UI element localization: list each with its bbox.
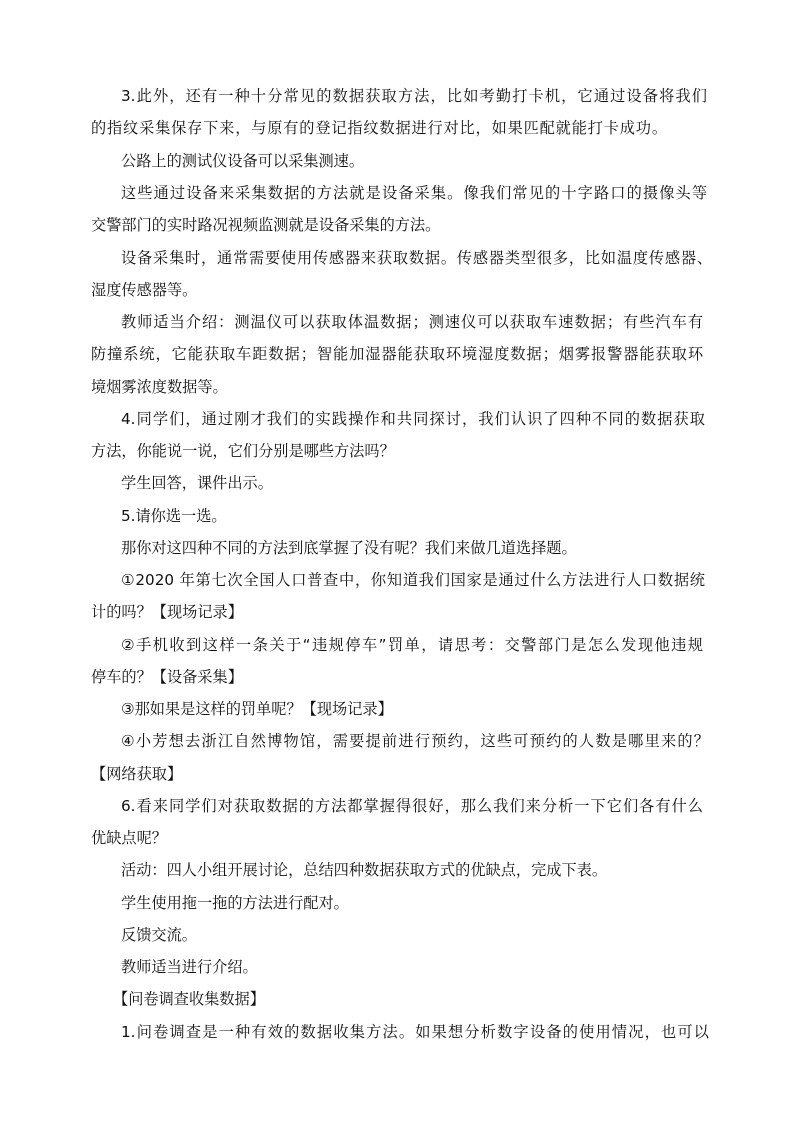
text-line: 5.请你选一选。 xyxy=(121,507,227,525)
text-line: 【问卷调查收集数据】 xyxy=(113,990,265,1008)
text-line: 【网络获取】 xyxy=(91,765,183,783)
text-line: ③那如果是这样的罚单呢？【现场记录】 xyxy=(121,700,393,718)
text-line: 停车的？【设备采集】 xyxy=(91,668,243,686)
text-line: 设备采集时，通常需要使用传感器来获取数据。传感器类型很多，比如温度传感器、 xyxy=(121,249,712,267)
text-line: 活动：四人小组开展讨论，总结四种数据获取方式的优缺点，完成下表。 xyxy=(121,861,607,879)
text-line: 防撞系统，它能获取车距数据；智能加湿器能获取环境湿度数据；烟雾报警器能获取环 xyxy=(91,345,703,363)
text-line: 教师适当进行介绍。 xyxy=(121,958,258,976)
text-line: 方法，你能说一说，它们分别是哪些方法吗？ xyxy=(91,442,395,460)
text-line: 优缺点呢？ xyxy=(91,829,167,847)
text-line: 湿度传感器等。 xyxy=(91,281,198,299)
text-line: ④小芳想去浙江自然博物馆，需要提前进行预约，这些可预约的人数是哪里来的？ xyxy=(121,732,709,750)
text-line: 境烟雾浓度数据等。 xyxy=(91,378,228,396)
text-line: 这些通过设备来采集数据的方法就是设备采集。像我们常见的十字路口的摄像头等 xyxy=(121,184,707,202)
text-line: 反馈交流。 xyxy=(121,926,197,944)
text-line: 交警部门的实时路况视频监测就是设备采集的方法。 xyxy=(91,216,441,234)
text-line: 3.此外，还有一种十分常见的数据获取方法，比如考勤打卡机，它通过设备将我们 xyxy=(121,87,707,105)
text-line: 学生回答，课件出示。 xyxy=(121,474,273,492)
text-line: 学生使用拖一拖的方法进行配对。 xyxy=(121,894,349,912)
text-line: 计的吗？【现场记录】 xyxy=(91,603,243,621)
text-line: 6.看来同学们对获取数据的方法都掌握得很好，那么我们来分析一下它们各有什么 xyxy=(121,797,703,815)
text-line: ②手机收到这样一条关于“违规停车”罚单，请思考：交警部门是怎么发现他违规 xyxy=(121,636,703,654)
text-line: 教师适当介绍：测温仪可以获取体温数据；测速仪可以获取车速数据；有些汽车有 xyxy=(121,313,703,331)
text-line: 4.同学们，通过刚才我们的实践操作和共同探讨，我们认识了四种不同的数据获取 xyxy=(121,410,705,428)
text-line: 那你对这四种不同的方法到底掌握了没有呢？我们来做几道选择题。 xyxy=(121,539,577,557)
text-line: ①2020 年第七次全国人口普查中，你知道我们国家是通过什么方法进行人口数据统 xyxy=(121,571,705,589)
text-line: 公路上的测试仪设备可以采集测速。 xyxy=(121,152,364,170)
text-line: 的指纹采集保存下来，与原有的登记指纹数据进行对比，如果匹配就能打卡成功。 xyxy=(91,119,667,137)
text-line: 1.问卷调查是一种有效的数据收集方法。如果想分析数字设备的使用情况，也可以 xyxy=(121,1023,709,1041)
